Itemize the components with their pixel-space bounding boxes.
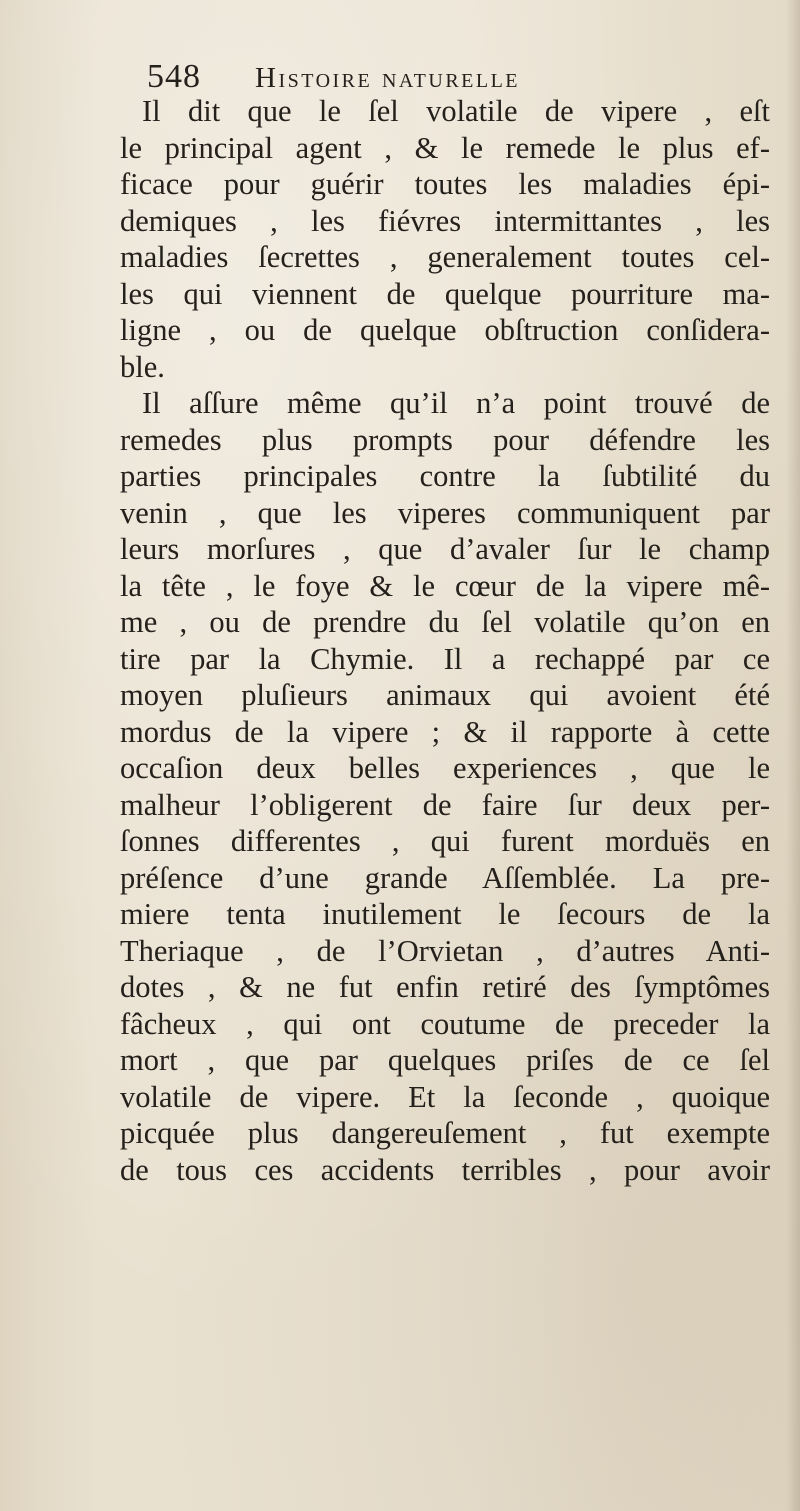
running-title: Histoire naturelle bbox=[255, 62, 521, 94]
text-line: parties principales contre la ſubtilité du bbox=[120, 459, 770, 493]
text-line: Il dit que le ſel volatile de vipere , eſt bbox=[142, 94, 770, 128]
text-line: volatile de vipere. Et la ſeconde , quoique bbox=[120, 1079, 770, 1114]
text-line: tire par la Chymie. Il a rechappé par ce bbox=[120, 641, 770, 676]
text-line: ſonnes differentes , qui furent morduës en bbox=[120, 824, 770, 858]
text-line: de tous ces accidents terribles , pour avoir bbox=[120, 1152, 770, 1187]
text-line: Theriaque , de l’Orvietan , d’autres Anti- bbox=[120, 933, 770, 968]
text-line: malheur l’obligerent de faire ſur deux per- bbox=[120, 787, 770, 822]
text-line: maladies ſecrettes , generalement toutes cel- bbox=[120, 240, 770, 274]
body-text bbox=[120, 93, 770, 1188]
text-line: la tête , le foye & le cœur de la vipere mê- bbox=[120, 568, 770, 603]
text-line: leurs morſures , que d’avaler ſur le champ bbox=[120, 532, 770, 566]
text-line: les qui viennent de quelque pourriture ma- bbox=[120, 276, 770, 311]
text-line: venin , que les viperes communiquent par bbox=[120, 495, 770, 530]
text-line: fâcheux , qui ont coutume de preceder la bbox=[120, 1006, 770, 1041]
text-line: ble. bbox=[120, 349, 165, 384]
text-line: me , ou de prendre du ſel volatile qu’on en bbox=[120, 605, 770, 639]
text-line: Il aſſure même qu’il n’a point trouvé de bbox=[142, 386, 770, 420]
page-edge-shadow bbox=[786, 0, 800, 1511]
text-line: miere tenta inutilement le ſecours de la bbox=[120, 897, 770, 931]
text-line: mordus de la vipere ; & il rapporte à cette bbox=[120, 714, 770, 749]
text-line: demiques , les fiévres intermittantes , les bbox=[120, 203, 770, 238]
page-number: 548 bbox=[147, 58, 201, 95]
paragraph-2 bbox=[120, 385, 770, 1188]
text-line: picquée plus dangereuſement , fut exempte bbox=[120, 1116, 770, 1150]
text-line: mort , que par quelques priſes de ce ſel bbox=[120, 1043, 770, 1077]
text-line: le principal agent , & le remede le plus ef- bbox=[120, 130, 770, 165]
text-line: ligne , ou de quelque obſtruction conſidera- bbox=[120, 313, 770, 347]
text-line: ficace pour guérir toutes les maladies épi- bbox=[120, 167, 770, 201]
text-line: préſence d’une grande Aſſemblée. La pre- bbox=[120, 860, 770, 895]
text-line: dotes , & ne fut enfin retiré des ſymptômes bbox=[120, 970, 770, 1004]
text-line: moyen pluſieurs animaux qui avoient été bbox=[120, 678, 770, 712]
text-line: occaſion deux belles experiences , que le bbox=[120, 751, 770, 785]
paragraph-1 bbox=[120, 93, 770, 385]
text-line: remedes plus prompts pour défendre les bbox=[120, 422, 770, 457]
